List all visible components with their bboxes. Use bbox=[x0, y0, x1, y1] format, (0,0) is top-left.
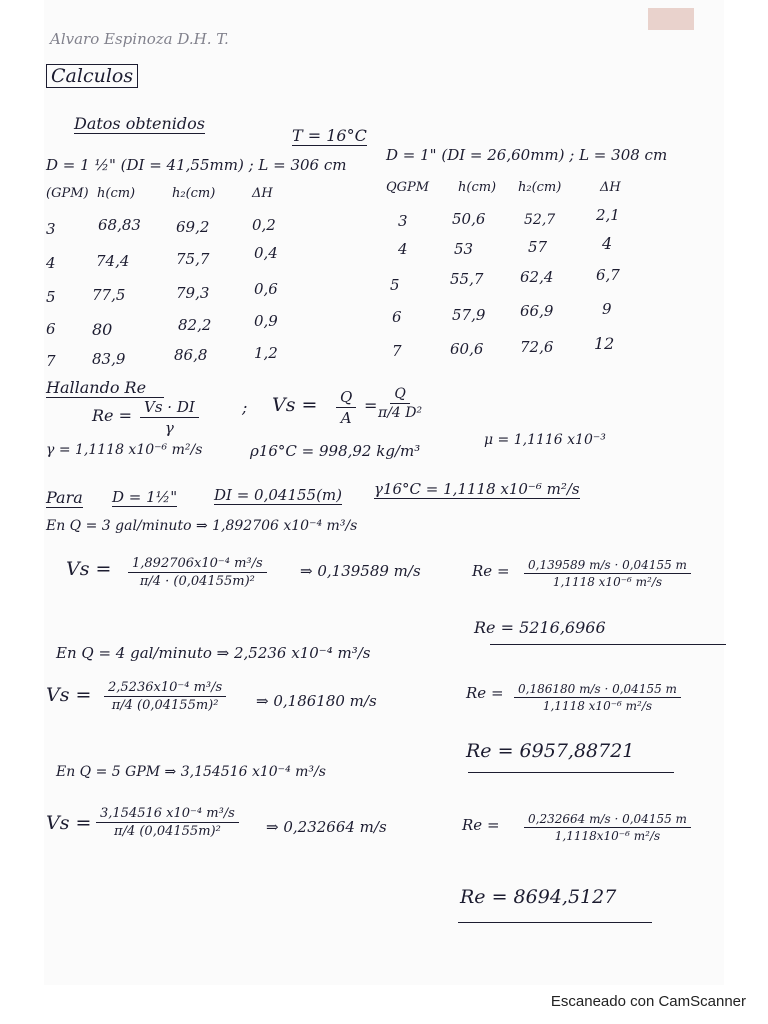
left-row-1-q: 3 bbox=[46, 220, 56, 238]
right-pipe-spec: D = 1" (DI = 26,60mm) ; L = 308 cm bbox=[386, 146, 668, 164]
right-col-header-dh: ΔH bbox=[600, 180, 621, 195]
case3-vs-fraction bbox=[96, 806, 239, 839]
case1-re-result: Re = 5216,6966 bbox=[474, 618, 606, 637]
case3-vs-lhs: Vs = bbox=[46, 812, 92, 834]
left-row-4-h1: 80 bbox=[92, 320, 113, 339]
density-line: ρ16°C = 998,92 kg/m³ bbox=[250, 442, 421, 460]
left-row-3-q: 5 bbox=[46, 288, 56, 306]
right-row-4-h2: 66,9 bbox=[520, 302, 554, 320]
temperature-label: T = 16°C bbox=[292, 126, 367, 145]
right-row-3-h2: 62,4 bbox=[520, 268, 554, 286]
vs-denominator-1: A bbox=[340, 409, 352, 427]
case1-re-denominator: 1,1118 x10⁻⁶ m²/s bbox=[552, 575, 663, 589]
left-row-5-h2: 86,8 bbox=[174, 346, 208, 364]
re-formula-numerator: Vs · DI bbox=[140, 398, 199, 418]
case1-re-lhs: Re = bbox=[472, 562, 510, 580]
vs-equals: = bbox=[364, 396, 378, 415]
right-row-3-h1: 55,7 bbox=[450, 270, 484, 288]
right-row-1-dh: 2,1 bbox=[596, 206, 620, 224]
right-row-4-dh: 9 bbox=[602, 300, 612, 318]
case2-re-denominator: 1,1118 x10⁻⁶ m²/s bbox=[542, 699, 653, 713]
left-row-5-h1: 83,9 bbox=[92, 350, 126, 368]
case2-re-numerator: 0,186180 m/s · 0,04155 m bbox=[514, 682, 681, 698]
case1-re-fraction bbox=[524, 558, 691, 589]
right-row-5-q: 7 bbox=[392, 342, 402, 360]
author-line: Alvaro Espinoza D.H. T. bbox=[50, 30, 229, 48]
case1-re-numerator: 0,139589 m/s · 0,04155 m bbox=[524, 558, 691, 574]
right-row-4-h1: 57,9 bbox=[452, 306, 486, 324]
case3-vs-denominator: π/4 (0,04155m)² bbox=[114, 824, 221, 839]
vs-formula-lhs: Vs = bbox=[272, 394, 318, 416]
left-row-3-h1: 77,5 bbox=[92, 286, 126, 304]
datos-title: Datos obtenidos bbox=[74, 114, 206, 133]
right-row-5-h1: 60,6 bbox=[450, 340, 484, 358]
left-row-1-h1: 68,83 bbox=[98, 216, 141, 234]
left-col-header-dh: ΔH bbox=[252, 186, 273, 201]
left-row-3-dh: 0,6 bbox=[254, 280, 278, 298]
case2-re-lhs: Re = bbox=[466, 684, 504, 702]
case3-re-denominator: 1,1118x10⁻⁶ m²/s bbox=[554, 829, 661, 843]
case2-result-underline bbox=[468, 772, 674, 773]
re-formula-denominator: γ bbox=[164, 419, 174, 437]
case3-result-underline bbox=[458, 922, 652, 923]
left-pipe-spec: D = 1 ½" (DI = 41,55mm) ; L = 306 cm bbox=[46, 156, 347, 174]
left-col-header-h2: h₂(cm) bbox=[172, 186, 216, 201]
para-kinematic-viscosity: γ16°C = 1,1118 x10⁻⁶ m²/s bbox=[374, 480, 580, 498]
page-tab-mark bbox=[648, 8, 694, 30]
left-row-2-h1: 74,4 bbox=[96, 252, 130, 270]
case1-vs-lhs: Vs = bbox=[66, 558, 112, 580]
case1-vs-fraction bbox=[128, 556, 267, 589]
right-row-4-q: 6 bbox=[392, 308, 402, 326]
left-row-3-h2: 79,3 bbox=[176, 284, 210, 302]
hallando-title: Hallando Re bbox=[46, 378, 164, 398]
case2-vs-result: ⇒ 0,186180 m/s bbox=[256, 692, 377, 710]
vs-denominator-2: π/4 D² bbox=[378, 405, 423, 421]
kinematic-viscosity-line: γ = 1,1118 x10⁻⁶ m²/s bbox=[46, 442, 203, 458]
case3-re-result: Re = 8694,5127 bbox=[460, 886, 617, 908]
case2-vs-lhs: Vs = bbox=[46, 684, 92, 706]
right-col-header-h1: h(cm) bbox=[458, 180, 497, 195]
left-col-header-h1: h(cm) bbox=[97, 186, 136, 201]
right-row-3-q: 5 bbox=[390, 276, 400, 294]
right-row-5-dh: 12 bbox=[594, 334, 615, 353]
formula-separator: ; bbox=[242, 398, 248, 417]
section-title: Calculos bbox=[46, 64, 138, 88]
right-row-2-h2: 57 bbox=[528, 238, 548, 256]
case3-vs-numerator: 3,154516 x10⁻⁴ m³/s bbox=[96, 806, 239, 823]
case1-vs-numerator: 1,892706x10⁻⁴ m³/s bbox=[128, 556, 267, 573]
vs-numerator-1: Q bbox=[336, 388, 356, 408]
case2-re-result: Re = 6957,88721 bbox=[466, 740, 635, 762]
left-row-4-q: 6 bbox=[46, 320, 56, 338]
vs-numerator-2: Q bbox=[390, 386, 409, 404]
case1-vs-denominator: π/4 · (0,04155m)² bbox=[139, 574, 255, 589]
case3-re-numerator: 0,232664 m/s · 0,04155 m bbox=[524, 812, 691, 828]
right-row-2-h1: 53 bbox=[454, 240, 474, 258]
para-inner-diameter: DI = 0,04155(m) bbox=[214, 486, 343, 504]
right-row-1-h1: 50,6 bbox=[452, 210, 486, 228]
right-row-2-q: 4 bbox=[398, 240, 408, 258]
right-row-3-dh: 6,7 bbox=[596, 266, 620, 284]
dynamic-viscosity-line: μ = 1,1116 x10⁻³ bbox=[484, 432, 606, 448]
case3-re-fraction bbox=[524, 812, 691, 843]
left-row-2-h2: 75,7 bbox=[176, 250, 210, 268]
para-diameter: D = 1½" bbox=[112, 488, 178, 506]
case3-re-lhs: Re = bbox=[462, 816, 500, 834]
left-row-5-dh: 1,2 bbox=[254, 344, 278, 362]
case2-vs-denominator: π/4 (0,04155m)² bbox=[111, 698, 219, 713]
case3-vs-result: ⇒ 0,232664 m/s bbox=[266, 818, 387, 836]
right-row-1-q: 3 bbox=[398, 212, 408, 230]
left-row-4-h2: 82,2 bbox=[178, 316, 212, 334]
left-row-1-h2: 69,2 bbox=[176, 218, 210, 236]
left-row-4-dh: 0,9 bbox=[254, 312, 278, 330]
left-row-2-q: 4 bbox=[46, 254, 56, 272]
re-formula-fraction bbox=[140, 398, 199, 437]
case2-re-fraction bbox=[514, 682, 681, 713]
right-col-header-h2: h₂(cm) bbox=[518, 180, 562, 195]
case1-result-underline bbox=[490, 644, 726, 645]
left-row-2-dh: 0,4 bbox=[254, 244, 278, 262]
case2-vs-fraction bbox=[104, 680, 226, 713]
right-row-1-h2: 52,7 bbox=[524, 212, 556, 228]
left-row-5-q: 7 bbox=[46, 352, 56, 370]
case1-flow-line: En Q = 3 gal/minuto ⇒ 1,892706 x10⁻⁴ m³/s bbox=[46, 518, 358, 534]
re-formula-lhs: Re = bbox=[92, 406, 133, 425]
vs-formula-fraction-2 bbox=[378, 386, 422, 421]
left-row-1-dh: 0,2 bbox=[252, 216, 276, 234]
para-label: Para bbox=[46, 488, 83, 507]
right-row-2-dh: 4 bbox=[602, 234, 613, 253]
case2-vs-numerator: 2,5236x10⁻⁴ m³/s bbox=[104, 680, 226, 697]
case2-flow-line: En Q = 4 gal/minuto ⇒ 2,5236 x10⁻⁴ m³/s bbox=[56, 644, 371, 662]
case3-flow-line: En Q = 5 GPM ⇒ 3,154516 x10⁻⁴ m³/s bbox=[56, 764, 326, 780]
case1-vs-result: ⇒ 0,139589 m/s bbox=[300, 562, 421, 580]
right-row-5-h2: 72,6 bbox=[520, 338, 554, 356]
right-col-header-q: QGPM bbox=[386, 180, 430, 195]
vs-formula-fraction-1 bbox=[336, 388, 356, 427]
camscanner-watermark: Escaneado con CamScanner bbox=[550, 993, 746, 1010]
left-col-header-q: (GPM) bbox=[46, 186, 89, 201]
